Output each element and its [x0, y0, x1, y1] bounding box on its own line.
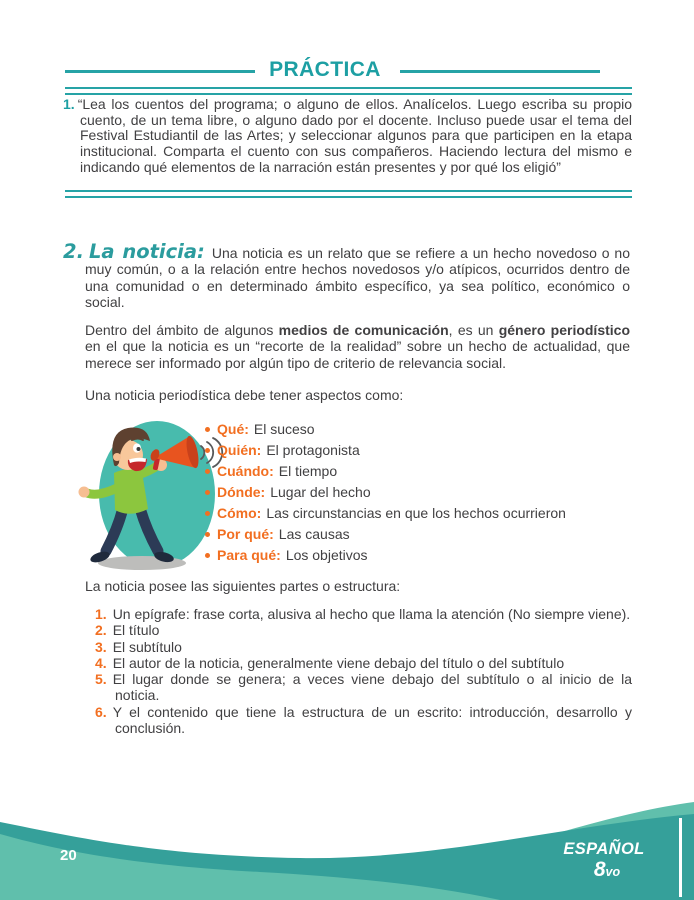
- section-paragraph-media: [85, 322, 630, 371]
- bullet-icon: [205, 469, 210, 474]
- book-logo: [556, 841, 652, 880]
- aspect-label: Qué:: [217, 421, 249, 437]
- aspect-text: Las causas: [278, 526, 350, 542]
- aspect-item: [205, 482, 566, 503]
- bullet-icon: [205, 511, 210, 516]
- aspect-label: Por qué:: [217, 526, 274, 542]
- double-rule-top-2: [65, 93, 632, 95]
- structure-number: 6.: [95, 703, 107, 720]
- structure-item: [95, 704, 632, 737]
- structure-text: El lugar donde se genera; a veces viene debajo del subtítulo o al inicio de la noticia.: [112, 671, 632, 704]
- structure-item: [95, 606, 632, 622]
- structure-intro: La noticia posee las siguientes partes o estructura:: [85, 578, 401, 594]
- bullet-icon: [205, 553, 210, 558]
- aspect-text: El tiempo: [278, 463, 338, 479]
- exercise-number: 1.: [63, 96, 75, 112]
- bullet-icon: [205, 490, 210, 495]
- page-number: 20: [60, 847, 77, 864]
- aspect-label: Cuándo:: [217, 463, 274, 479]
- bullet-icon: [205, 532, 210, 537]
- paragraph-text: en el que la noticia es un “recorte de la realidad” sobre un hecho de actualidad, que merece ser informado por algún tipo de criterio de relevancia social.: [85, 338, 630, 371]
- aspect-item: [205, 419, 566, 440]
- aspect-text: El suceso: [253, 421, 315, 437]
- structure-text: Un epígrafe: frase corta, alusiva al hecho que llama la atención (No siempre viene).: [112, 606, 631, 622]
- aspect-item: [205, 440, 566, 461]
- structure-item: [95, 671, 632, 704]
- aspect-item: [205, 503, 566, 524]
- structure-text: El subtítulo: [112, 638, 182, 655]
- bullet-icon: [205, 427, 210, 432]
- paragraph-text: , es un: [448, 322, 499, 338]
- bold-phrase-medios: medios de comunicación: [278, 322, 449, 338]
- section-title: La noticia:: [88, 240, 205, 263]
- aspect-label: Dónde:: [217, 484, 266, 500]
- structure-text: El autor de la noticia, generalmente viene debajo del título o del subtítulo: [112, 654, 565, 671]
- aspect-label: Para qué:: [217, 547, 281, 563]
- logo-title: ESPAÑOL: [563, 840, 645, 858]
- aspect-label: Quién:: [217, 442, 262, 458]
- header-rule-left: [65, 70, 255, 73]
- structure-item: [95, 639, 632, 655]
- structure-item: [95, 655, 632, 671]
- structure-number: 1.: [95, 606, 107, 622]
- exercise-1: [63, 97, 632, 176]
- structure-number: 2.: [95, 622, 107, 639]
- aspect-item: [205, 524, 566, 545]
- bold-phrase-genero: género periodístico: [498, 322, 631, 338]
- double-rule-top-1: [65, 87, 632, 89]
- paragraph-text: Dentro del ámbito de algunos: [85, 322, 279, 338]
- double-rule-bottom-2: [65, 196, 632, 198]
- double-rule-bottom-1: [65, 190, 632, 192]
- page-title: PRÁCTICA: [269, 58, 381, 81]
- section-number: 2.: [63, 240, 84, 263]
- aspect-label: Cómo:: [217, 505, 262, 521]
- structure-number: 5.: [95, 671, 107, 688]
- header-rule-right: [400, 70, 600, 73]
- bullet-icon: [205, 448, 210, 453]
- aspect-text: El protagonista: [266, 442, 360, 458]
- exercise-text: “Lea los cuentos del programa; o alguno de ellos. Analícelos. Luego escriba su propio cuento, de un tema libre, o alguno dado por el docente. Incluso puede usar el tema del Festival Estudiantil de las Artes; y seleccionar algunos para que participen en la etapa institucional. Comparta el cuento con sus compañeros. Haciendo lectura del mismo e indicando qué elementos de la narración están presentes y por qué los eligió”: [77, 96, 632, 175]
- aspect-text: Lugar del hecho: [270, 484, 371, 500]
- aspects-list: [205, 419, 566, 566]
- structure-text: Y el contenido que tiene la estructura de un escrito: introducción, desarrollo y conclusión.: [112, 703, 632, 737]
- aspect-item: [205, 545, 566, 566]
- aspect-item: [205, 461, 566, 482]
- aspect-text: Las circunstancias en que los hechos ocurrieron: [266, 505, 566, 521]
- logo-grade-suffix: vo: [605, 864, 621, 879]
- section-intro-paragraph: [63, 240, 630, 310]
- structure-number: 4.: [95, 654, 107, 671]
- section-intro-text: Una noticia es un relato que se refiere a un hecho novedoso o no muy común, o a la relación entre hechos novedosos y/o atípicos, ocurridos dentro de una comunidad o en determinado ámbito específico, ya sea político, económico o social.: [85, 245, 630, 310]
- logo-grade: [562, 859, 652, 880]
- structure-list: [95, 606, 632, 736]
- aspect-text: Los objetivos: [285, 547, 368, 563]
- structure-text: El título: [112, 622, 160, 639]
- structure-item: [95, 622, 632, 638]
- structure-number: 3.: [95, 638, 107, 655]
- footer-divider-line: [679, 818, 682, 897]
- aspects-intro: Una noticia periodística debe tener aspectos como:: [85, 387, 404, 403]
- section-heading: [63, 240, 205, 263]
- logo-grade-number: 8: [593, 857, 606, 881]
